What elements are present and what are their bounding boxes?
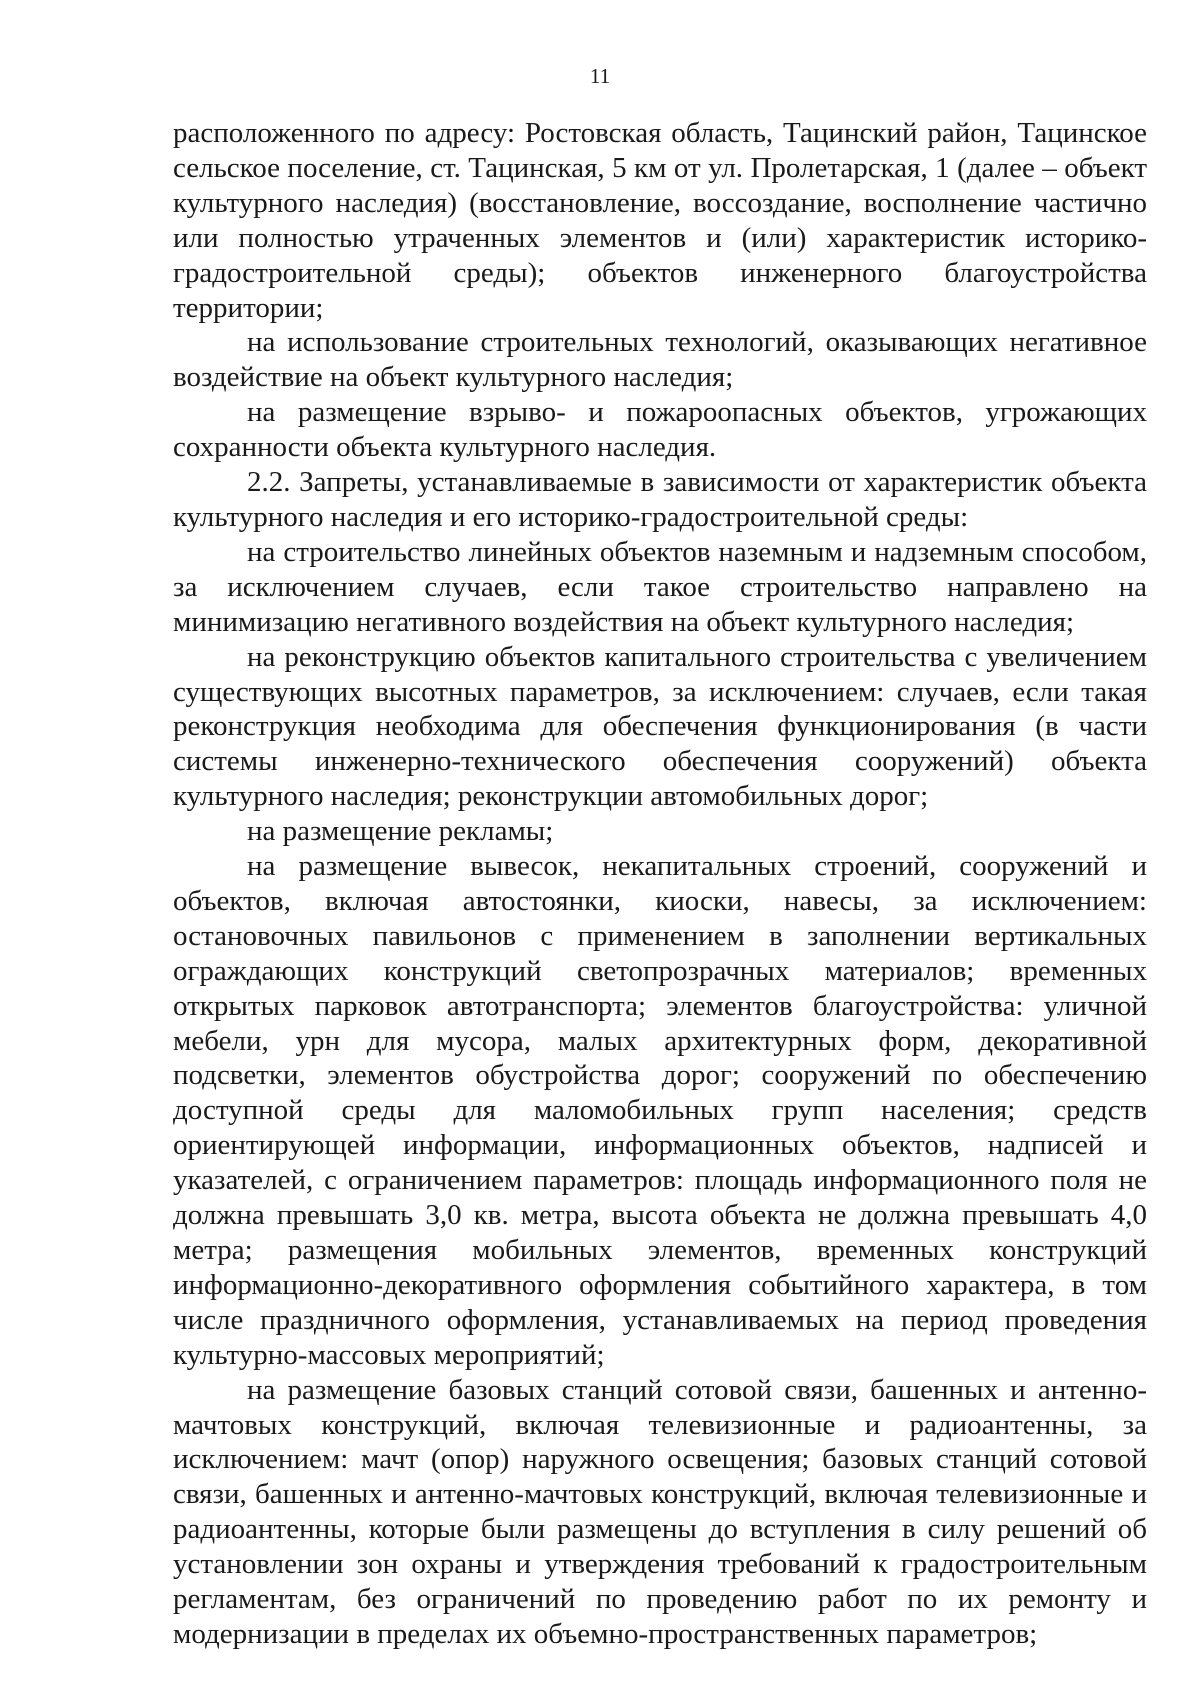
paragraph-ban-signage-structures: на размещение вывесок, некапитальных строений, сооружений и объектов, включая автостоянки, киоски, навесы, за исключением: остановочных павильонов с применением в заполнении вертикальных ограждающих конструкций светопрозрачных материалов; временных открытых парковок автотранспорта; элементов благоустройства: уличной мебели, урн для мусора, малых архитектурных форм, декоративной подсветки, элементов обустройства дорог; сооружений по обеспечению доступной среды для маломобильных групп населения; средств ориентирующей информации, информационных объектов, надписей и указателей, с ограничением параметров: площадь информационного поля не должна превышать 3,0 кв. метра, высота объекта не должна превышать 4,0 метра; размещения мобильных элементов, временных конструкций информационно-декоративного оформления событийного характера, в том числе праздничного оформления, устанавливаемых на период проведения культурно-массовых мероприятий; [173, 850, 1147, 1371]
paragraph-ban-construction-technologies: на использование строительных технологий, оказывающих негативное воздействие на объект культурного наследия; [173, 326, 1147, 394]
paragraph-ban-linear-objects: на строительство линейных объектов наземным и надземным способом, за исключением случаев, если такое строительство направлено на минимизацию негативного воздействия на объект культурного наследия; [173, 535, 1147, 638]
paragraph-section-2-2-heading: 2.2. Запреты, устанавливаемые в зависимости от характеристик объекта культурного наследия и его историко-градостроительной среды: [173, 466, 1147, 533]
document-body [173, 116, 1147, 1652]
paragraph-ban-hazardous-objects: на размещение взрыво- и пожароопасных объектов, угрожающих сохранности объекта культурного наследия. [173, 396, 1147, 464]
paragraph-ban-base-stations: на размещение базовых станций сотовой связи, башенных и антенно-мачтовых конструкций, включая телевизионные и радиоантенны, за исключением: мачт (опор) наружного освещения; базовых станций сотовой связи, башенных и антенно-мачтовых конструкций, включая телевизионные и радиоантенны, которые были размещены до вступления в силу решений об установлении зон охраны и утверждения требований к градостроительным регламентам, без ограничений по проведению работ по их ремонту и модернизации в пределах их объемно-пространственных параметров; [173, 1373, 1147, 1650]
paragraph-ban-advertising: на размещение рекламы; [247, 815, 554, 848]
page-number: 11 [589, 64, 611, 88]
paragraph-ban-reconstruction: на реконструкцию объектов капитального строительства с увеличением существующих высотных параметров, за исключением: случаев, если такая реконструкция необходима для обеспечения функционирования (в части системы инженерно-технического обеспечения сооружений) объекта культурного наследия; реконструкции автомобильных дорог; [173, 640, 1147, 813]
paragraph-address-continuation: расположенного по адресу: Ростовская область, Тацинский район, Тацинское сельское поселение, ст. Тацинская, 5 км от ул. Пролетарская, 1 (далее – объект культурного наследия) (восстановление, воссоздание, восполнение частично или полностью утраченных элементов и (или) характеристик историко-градостроительной среды); объектов инженерного благоустройства территории; [173, 117, 1147, 324]
